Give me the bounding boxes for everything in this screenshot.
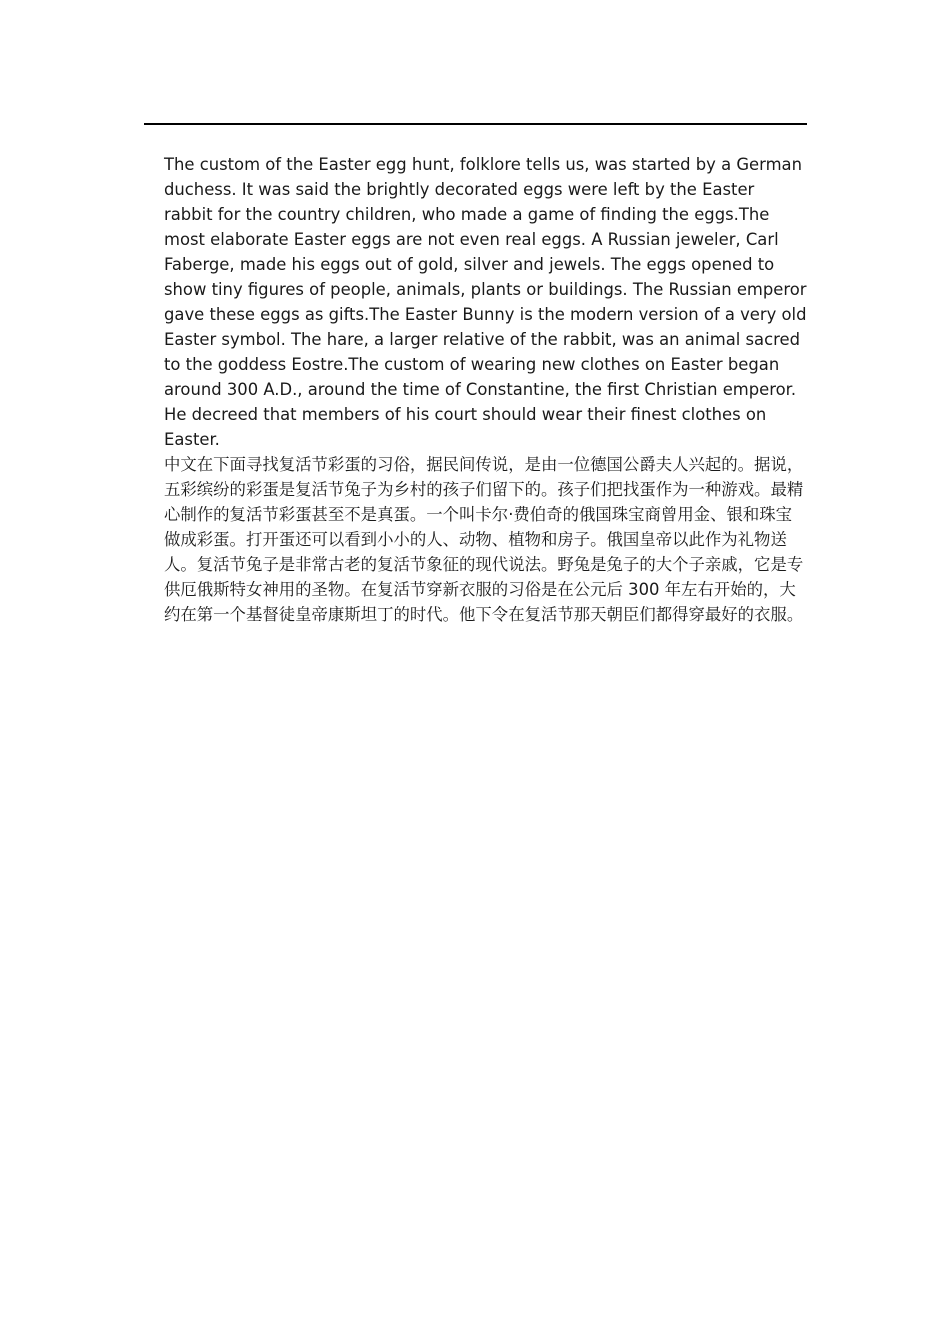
chinese-paragraph-2: 复活节兔子是非常古老的复活节象征的现代说法。野兔是兔子的大个子亲戚，它是专供厄俄斯特女神用的圣物。 [164,555,804,599]
chinese-heading: 中文在下面 [164,455,246,474]
header-rule [144,123,807,125]
english-paragraph-1: The custom of the Easter egg hunt, folklore tells us, was started by a German duchess. It was said the brightly decorated eggs were left by the Easter rabbit for the country children, who made a game of finding the eggs. [164,155,802,224]
english-paragraph-2: The most elaborate Easter eggs are not even real eggs. A Russian jeweler, Carl Faberge, made his eggs out of gold, silver and jewels. The eggs opened to show tiny figures of people, animals, plants or buildings. The Russian emperor gave these eggs as gifts. [164,205,807,324]
english-paragraph-4: The custom of wearing new clothes on Easter began around 300 A.D., around the time of Constantine, the first Christian emperor. He decreed that members of his court should wear their finest clothes on Easter. [164,355,797,449]
chinese-paragraph-1: 寻找复活节彩蛋的习俗，据民间传说，是由一位德国公爵夫人兴起的。据说，五彩缤纷的彩蛋是复活节兔子为乡村的孩子们留下的。孩子们把找蛋作为一种游戏。最精心制作的复活节彩蛋甚至不是真蛋。一个叫卡尔·费伯奇的俄国珠宝商曾用金、银和珠宝做成彩蛋。打开蛋还可以看到小小的人、动物、植物和房子。俄国皇帝以此作为礼物送人。 [164,455,804,574]
english-paragraph-3: The Easter Bunny is the modern version of a very old Easter symbol. The hare, a larger relative of the rabbit, was an animal sacred to the goddess Eostre. [164,305,807,374]
chinese-paragraph-3: 在复活节穿新衣服的习俗是在公元后 300 年左右开始的，大约在第一个基督徒皇帝康斯坦丁的时代。他下令在复活节那天朝臣们都得穿最好的衣服。 [164,580,804,624]
article-body [164,152,807,627]
